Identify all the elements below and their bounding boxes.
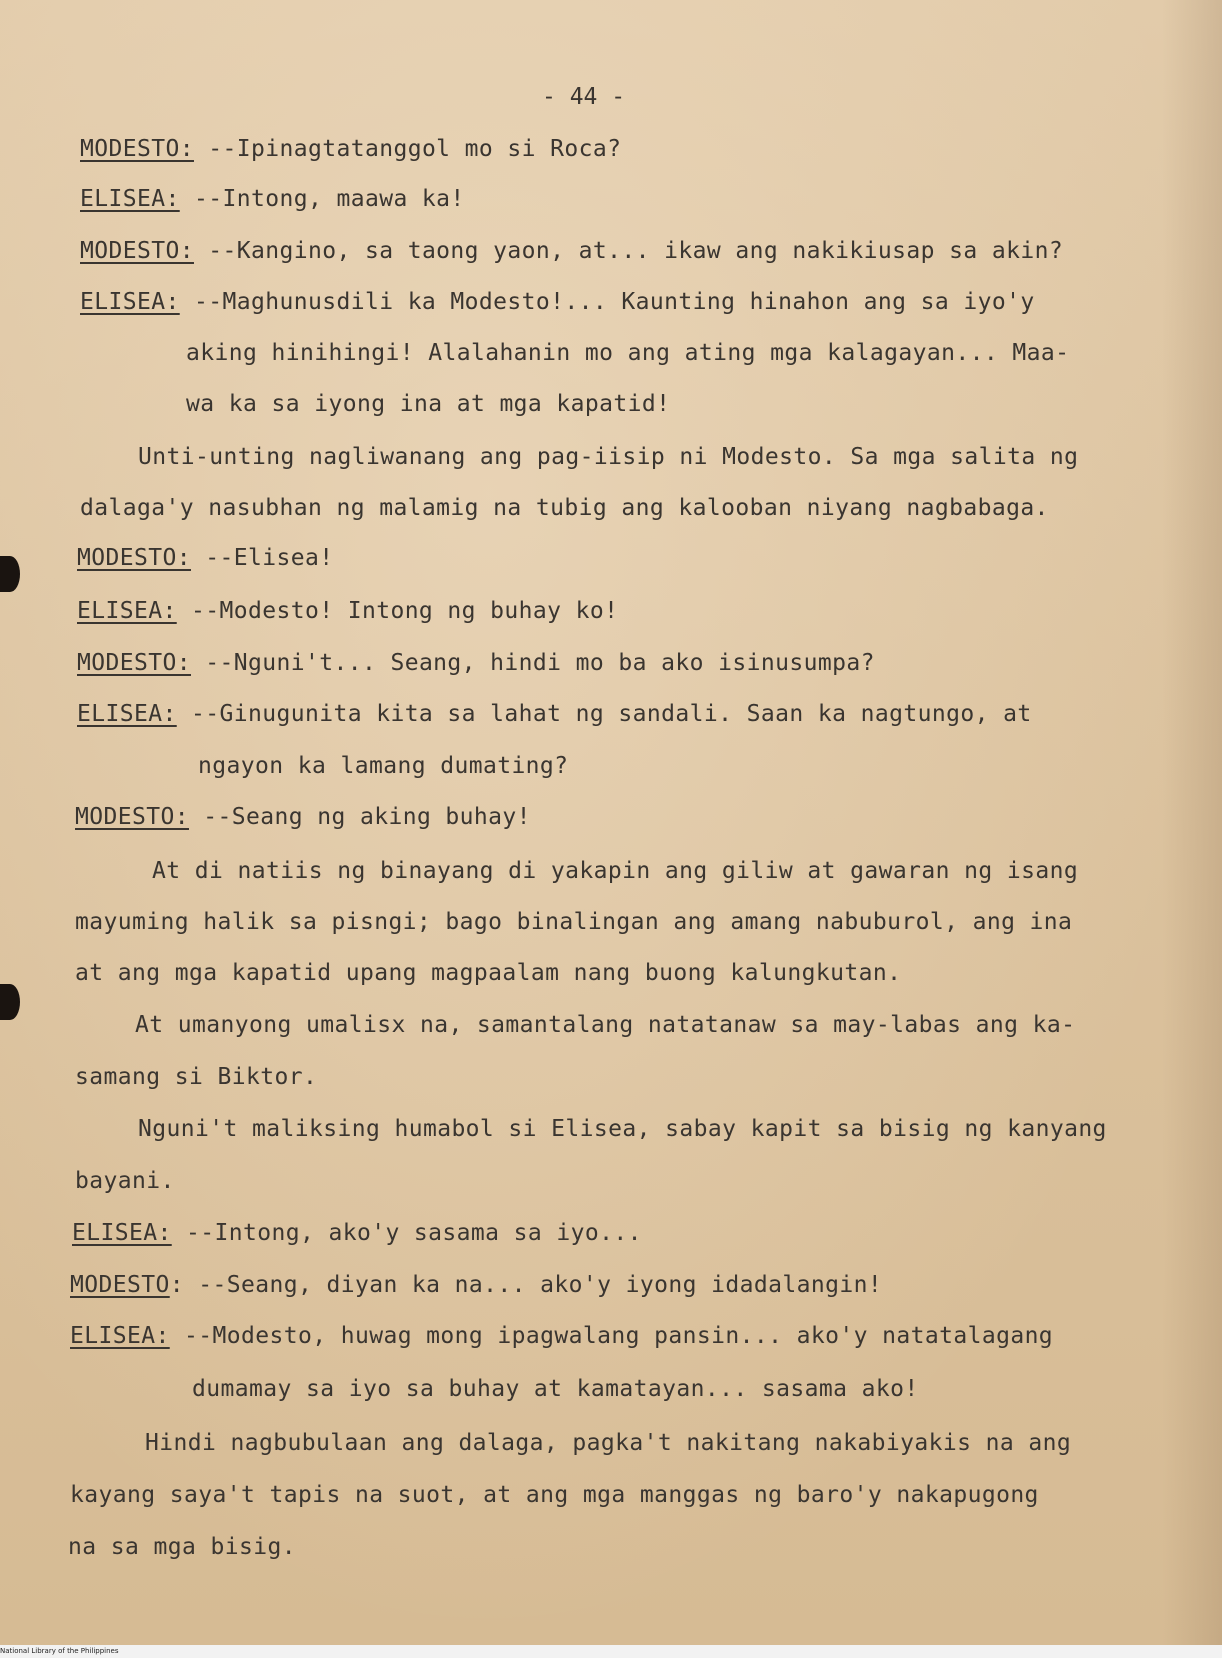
narration-line	[152, 860, 1078, 883]
dialogue-line	[72, 1222, 642, 1245]
line-text: --Modesto! Intong ng buhay ko!	[176, 598, 619, 624]
scan-footer-band	[0, 1645, 1222, 1658]
narration-line	[138, 446, 1078, 469]
line-text: kayang saya't tapis na suot, at ang mga manggas ng baro'y nakapugong	[70, 1482, 1039, 1508]
speaker-label: MODESTO:	[77, 545, 191, 571]
line-text: wa ka sa iyong ina at mga kapatid!	[186, 391, 671, 417]
dialogue-line	[80, 188, 465, 211]
continuation-line	[186, 342, 1069, 365]
narration-line	[75, 911, 1072, 934]
narration-line	[145, 1432, 1071, 1455]
speaker-label: ELISEA:	[72, 1220, 172, 1246]
line-text: At umanyong umalisx na, samantalang natatanaw sa may-labas ang ka-	[135, 1012, 1076, 1038]
dialogue-line	[75, 806, 531, 829]
line-text: --Elisea!	[190, 545, 334, 571]
narration-line	[75, 962, 901, 985]
speaker-label: MODESTO:	[80, 136, 194, 162]
dialogue-line	[77, 547, 333, 570]
line-text: --Maghunusdili ka Modesto!... Kaunting hinahon ang sa iyo'y	[179, 289, 1035, 315]
line-text: na sa mga bisig.	[68, 1534, 296, 1560]
footer-credit: National Library of the Philippines	[0, 1647, 119, 1655]
line-text: mayuming halik sa pisngi; bago binalingan ang amang nabuburol, ang ina	[75, 909, 1073, 935]
line-text: --Ginugunita kita sa lahat ng sandali. Saan ka nagtungo, at	[176, 701, 1032, 727]
line-text: dumamay sa iyo sa buhay at kamatayan... sasama ako!	[192, 1376, 919, 1402]
line-text: Unti-unting nagliwanang ang pag-iisip ni Modesto. Sa mga salita ng	[138, 444, 1079, 470]
speaker-label: ELISEA:	[70, 1323, 170, 1349]
narration-line	[68, 1536, 296, 1559]
line-text: : --Seang, diyan ka na... ako'y iyong idadalangin!	[169, 1272, 883, 1298]
line-text: Nguni't maliksing humabol si Elisea, sabay kapit sa bisig ng kanyang	[138, 1116, 1107, 1142]
line-text: --Intong, ako'y sasama sa iyo...	[171, 1220, 642, 1246]
dialogue-line	[70, 1274, 882, 1297]
line-text: --Modesto, huwag mong ipagwalang pansin... ako'y natatalagang	[169, 1323, 1054, 1349]
dialogue-line	[70, 1325, 1053, 1348]
dialogue-line	[80, 138, 621, 161]
page-number: - 44 -	[542, 84, 626, 110]
continuation-line	[198, 755, 568, 778]
speaker-label: ELISEA:	[80, 186, 180, 212]
narration-line	[70, 1484, 1039, 1507]
line-text: --Kangino, sa taong yaon, at... ikaw ang nakikiusap sa akin?	[193, 238, 1064, 264]
continuation-line	[186, 393, 670, 416]
narration-line	[80, 497, 1049, 520]
speaker-label: ELISEA:	[77, 701, 177, 727]
line-text: --Seang ng aking buhay!	[188, 804, 531, 830]
speaker-label: ELISEA:	[77, 598, 177, 624]
speaker-label: ELISEA:	[80, 289, 180, 315]
continuation-line	[192, 1378, 919, 1401]
narration-line	[75, 1066, 317, 1089]
narration-line	[75, 1170, 175, 1193]
line-text: Hindi nagbubulaan ang dalaga, pagka't nakitang nakabiyakis na ang	[145, 1430, 1072, 1456]
line-text: At di natiis ng binayang di yakapin ang giliw at gawaran ng isang	[152, 858, 1079, 884]
dialogue-line	[77, 652, 875, 675]
line-text: bayani.	[75, 1168, 175, 1194]
binder-hole-bottom	[0, 984, 20, 1020]
narration-line	[135, 1014, 1075, 1037]
line-text: ngayon ka lamang dumating?	[198, 753, 569, 779]
dialogue-line	[80, 240, 1063, 263]
dialogue-line	[80, 291, 1035, 314]
dialogue-line	[77, 600, 618, 623]
speaker-label: MODESTO:	[77, 650, 191, 676]
line-text: --Intong, maawa ka!	[179, 186, 465, 212]
line-text: dalaga'y nasubhan ng malamig na tubig ang kalooban niyang nagbabaga.	[80, 495, 1049, 521]
line-text: at ang mga kapatid upang magpaalam nang buong kalungkutan.	[75, 960, 902, 986]
speaker-label: MODESTO:	[75, 804, 189, 830]
binder-hole-top	[0, 556, 20, 592]
speaker-label: MODESTO	[70, 1272, 170, 1298]
line-text: --Ipinagtatanggol mo si Roca?	[193, 136, 622, 162]
line-text: samang si Biktor.	[75, 1064, 318, 1090]
dialogue-line	[77, 703, 1032, 726]
line-text: --Nguni't... Seang, hindi mo ba ako isinusumpa?	[190, 650, 875, 676]
speaker-label: MODESTO:	[80, 238, 194, 264]
narration-line	[138, 1118, 1107, 1141]
line-text: aking hinihingi! Alalahanin mo ang ating mga kalagayan... Maa-	[186, 340, 1070, 366]
